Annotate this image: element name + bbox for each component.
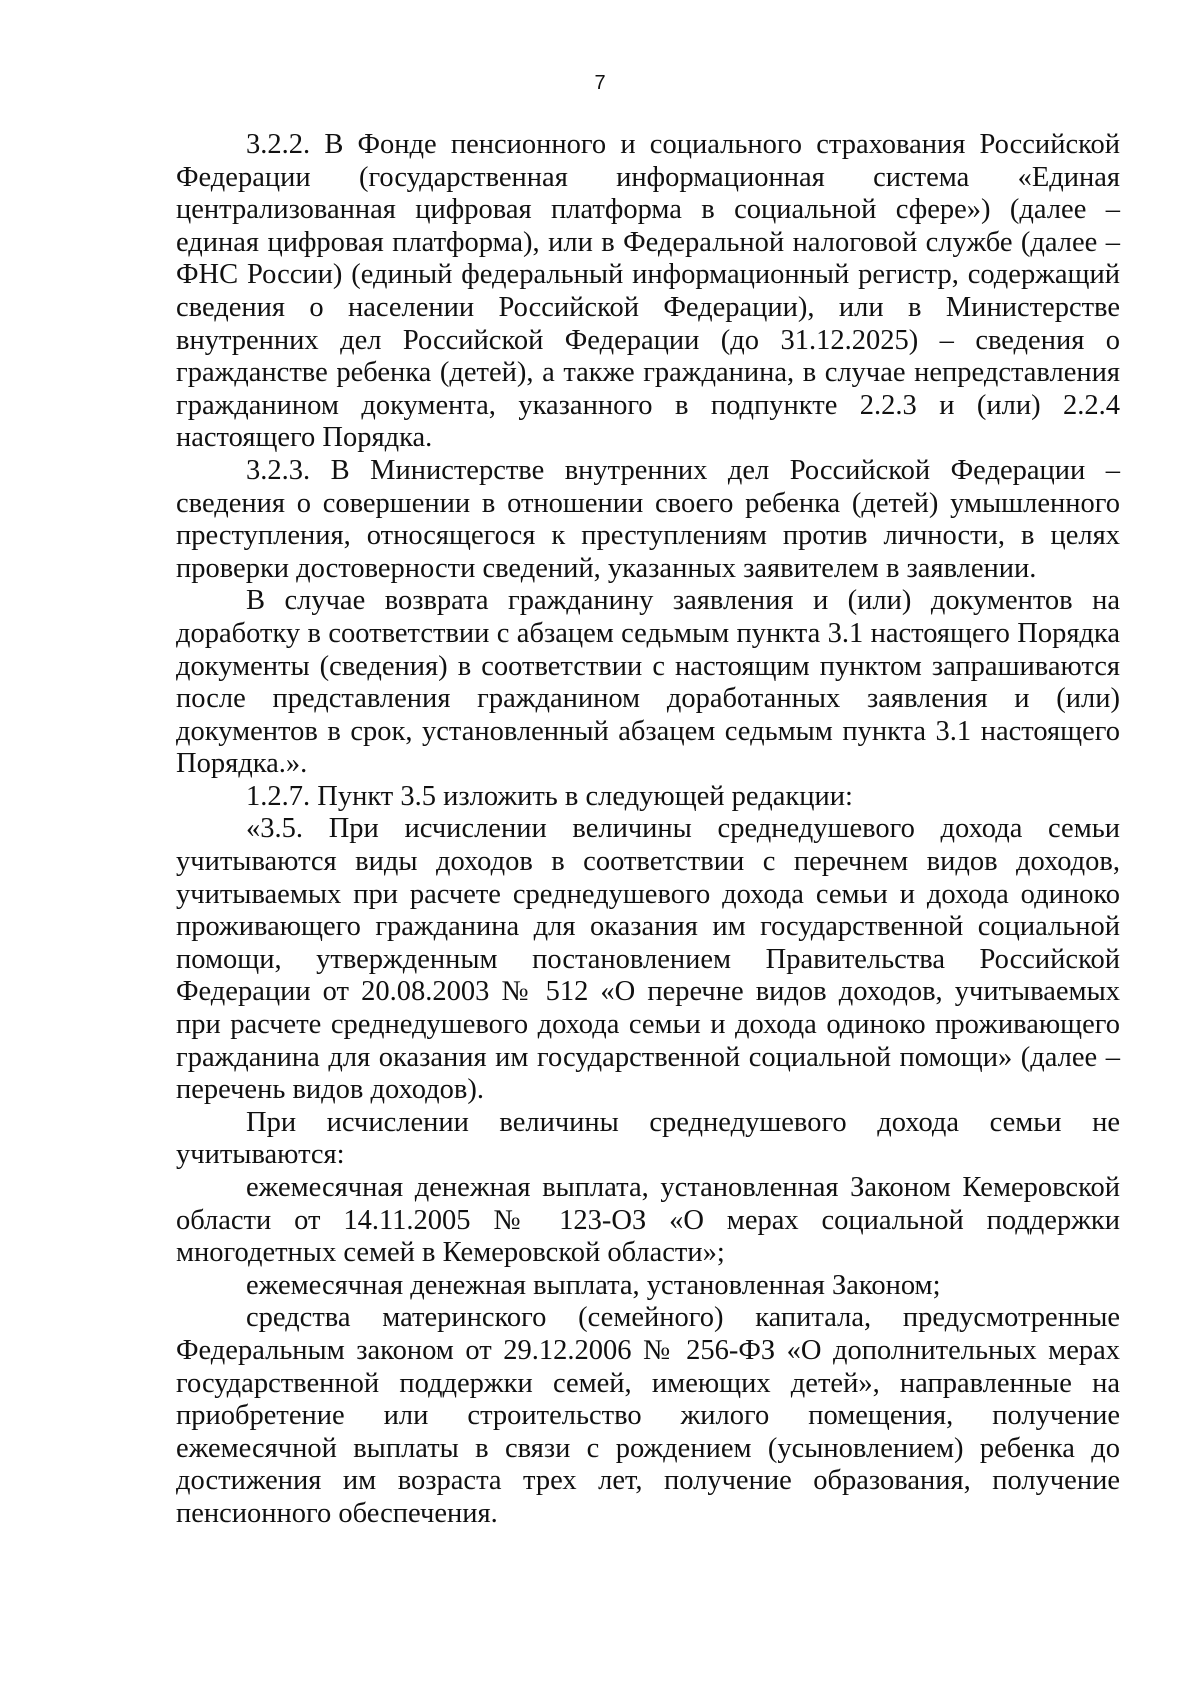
paragraph-return-case: В случае возврата гражданину заявления и (или) документов на доработку в соответствии с абзацем седьмым пункта 3.1 настоящего Порядка документы (сведения) в соответствии с настоящим пунктом запрашиваются после представления гражданином доработанных заявления и (или) документов в срок, установленный абзацем седьмым пункта 3.1 настоящего Порядка.». — [176, 585, 1120, 780]
paragraph-not-counted-intro: При исчислении величины среднедушевого дохода семьи не учитываются: — [176, 1106, 1120, 1171]
page-number: 7 — [594, 72, 606, 94]
document-body — [176, 129, 1120, 1531]
paragraph-3-2-2: 3.2.2. В Фонде пенсионного и социального страхования Российской Федерации (государственная информационная система «Единая централизованная цифровая платформа в социальной сфере») (далее – единая цифровая платформа), или в Федеральной налоговой службе (далее – ФНС России) (единый федеральный информационный регистр, содержащий сведения о населении Российской Федерации), или в Министерстве внутренних дел Российской Федерации (до 31.12.2025) – сведения о гражданстве ребенка (детей), а также гражданина, в случае непредставления гражданином документа, указанного в подпункте 2.2.3 и (или) 2.2.4 настоящего Порядка. — [176, 129, 1120, 454]
paragraph-list-item-kemerovo-law: ежемесячная денежная выплата, установленная Законом Кемеровской области от 14.11.2005 № 123-ОЗ «О мерах социальной поддержки многодетных семей в Кемеровской области»; — [176, 1172, 1120, 1269]
paragraph-3-5: «3.5. При исчислении величины среднедушевого дохода семьи учитываются виды доходов в соответствии с перечнем видов доходов, учитываемых при расчете среднедушевого дохода семьи и дохода одиноко проживающего гражданина для оказания им государственной социальной помощи, утвержденным постановлением Правительства Российской Федерации от 20.08.2003 № 512 «О перечне видов доходов, учитываемых при расчете среднедушевого дохода семьи и дохода одиноко проживающего гражданина для оказания им государственной социальной помощи» (далее – перечень видов доходов). — [176, 813, 1120, 1106]
paragraph-list-item-law: ежемесячная денежная выплата, установленная Законом; — [246, 1269, 941, 1301]
paragraph-list-item-maternity-capital: средства материнского (семейного) капитала, предусмотренные Федеральным законом от 29.12.2006 № 256-ФЗ «О дополнительных мерах государственной поддержки семей, имеющих детей», направленные на приобретение или строительство жилого помещения, получение ежемесячной выплаты в связи с рождением (усыновлением) ребенка до достижения им возраста трех лет, получение образования, получение пенсионного обеспечения. — [176, 1302, 1120, 1529]
paragraph-1-2-7: 1.2.7. Пункт 3.5 изложить в следующей редакции: — [246, 780, 853, 812]
paragraph-3-2-3: 3.2.3. В Министерстве внутренних дел Российской Федерации – сведения о совершении в отношении своего ребенка (детей) умышленного преступления, относящегося к преступлениям против личности, в целях проверки достоверности сведений, указанных заявителем в заявлении. — [176, 454, 1120, 584]
